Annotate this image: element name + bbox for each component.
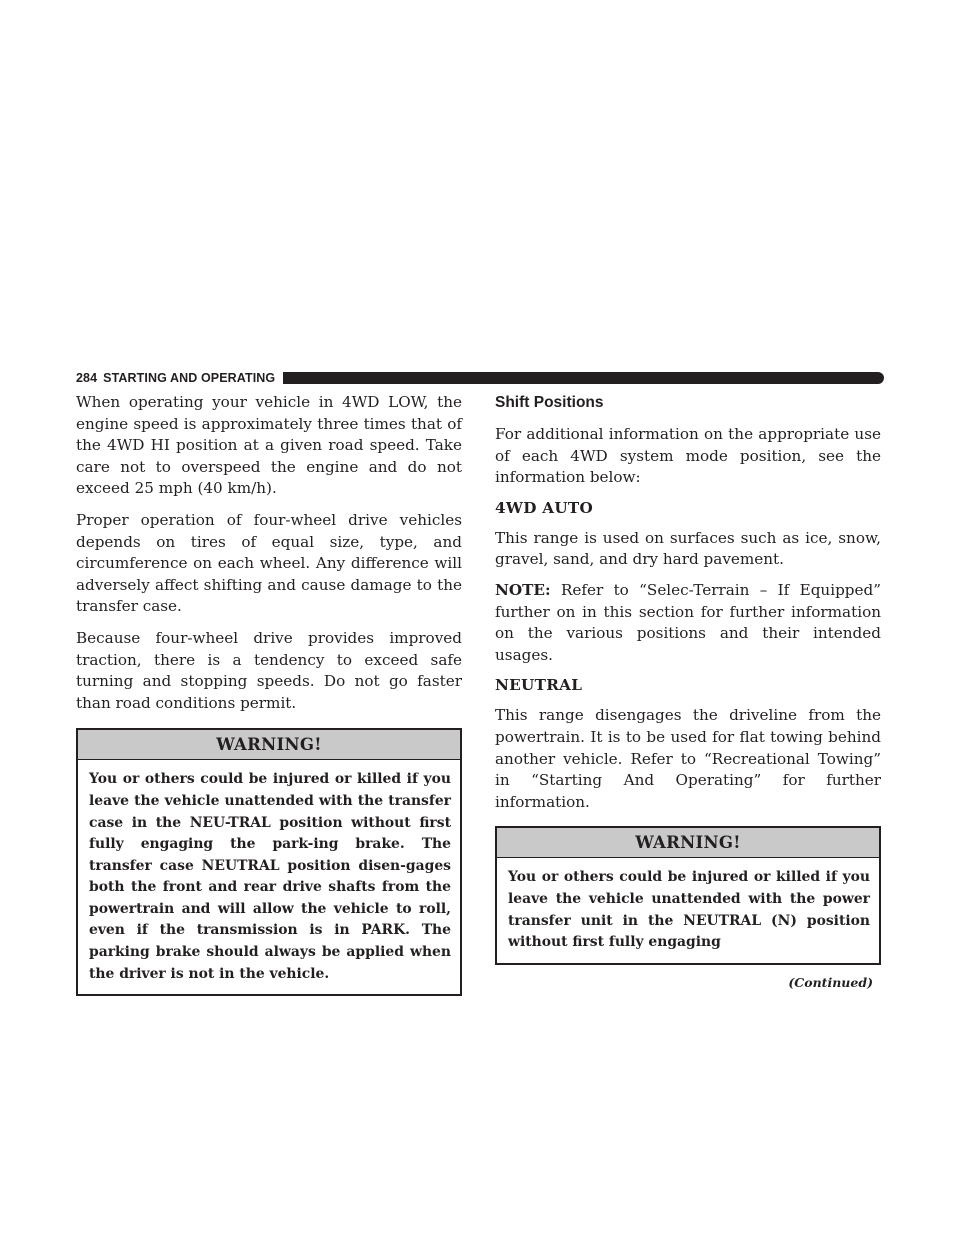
warning-box-neutral-parking	[76, 728, 462, 996]
section-heading-shift-positions: Shift Positions	[495, 394, 604, 411]
page-number: 284	[76, 371, 98, 385]
paragraph-4wd-low: When operating your vehicle in 4WD LOW, the engine speed is approximately three times that of the 4WD HI position at a given road speed. Take care not to overspeed the engine and do not exceed 25 mph (40 km/h).	[76, 393, 462, 498]
subheading-4wd-auto: 4WD AUTO	[495, 498, 594, 517]
right-column	[495, 392, 881, 990]
section-title: STARTING AND OPERATING	[103, 371, 276, 385]
warning-title: WARNING!	[497, 828, 879, 858]
warning-box-power-transfer	[495, 826, 881, 964]
paragraph-neutral: This range disengages the driveline from the powertrain. It is to be used for flat towing behind another vehicle. Refer to “Recreational Towing” in “Starting And Operating” for further information.	[495, 706, 881, 811]
note-text: Refer to “Selec-Terrain – If Equipped” further on in this section for further information on the various positions and their intended usages.	[495, 580, 881, 664]
paragraph-4wd-auto: This range is used on surfaces such as ice, snow, gravel, sand, and dry hard pavement.	[495, 528, 881, 569]
left-column	[76, 392, 462, 996]
paragraph-traction: Because four-wheel drive provides improved traction, there is a tendency to exceed safe turning and stopping speeds. Do not go faster than road conditions permit.	[76, 628, 462, 712]
page-header	[76, 370, 884, 386]
continued-label: (Continued)	[788, 974, 873, 990]
warning-title: WARNING!	[78, 730, 460, 760]
note-paragraph	[495, 580, 881, 666]
header-rule	[283, 372, 884, 384]
subheading-neutral: NEUTRAL	[495, 676, 583, 695]
warning-text: You or others could be injured or killed if you leave the vehicle unattended with the transfer case in the NEU-TRAL position without first fully engaging the park-ing brake. The transfer case NEUTRAL position disen-gages both the front and rear drive shafts from the powertrain and will allow the vehicle to roll, even if the transmission is in PARK. The parking brake should always be applied when the driver is not in the vehicle.	[89, 771, 451, 982]
paragraph-tire-operation: Proper operation of four-wheel drive vehicles depends on tires of equal size, type, and circumference on each wheel. Any difference will adversely affect shifting and cause damage to the transfer case.	[76, 510, 462, 616]
note-label: NOTE:	[495, 580, 551, 599]
paragraph-shift-intro: For additional information on the appropriate use of each 4WD system mode position, see the information below:	[495, 425, 881, 487]
warning-text: You or others could be injured or killed if you leave the vehicle unattended with the power transfer unit in the NEUTRAL (N) position without first fully engaging	[508, 869, 870, 951]
